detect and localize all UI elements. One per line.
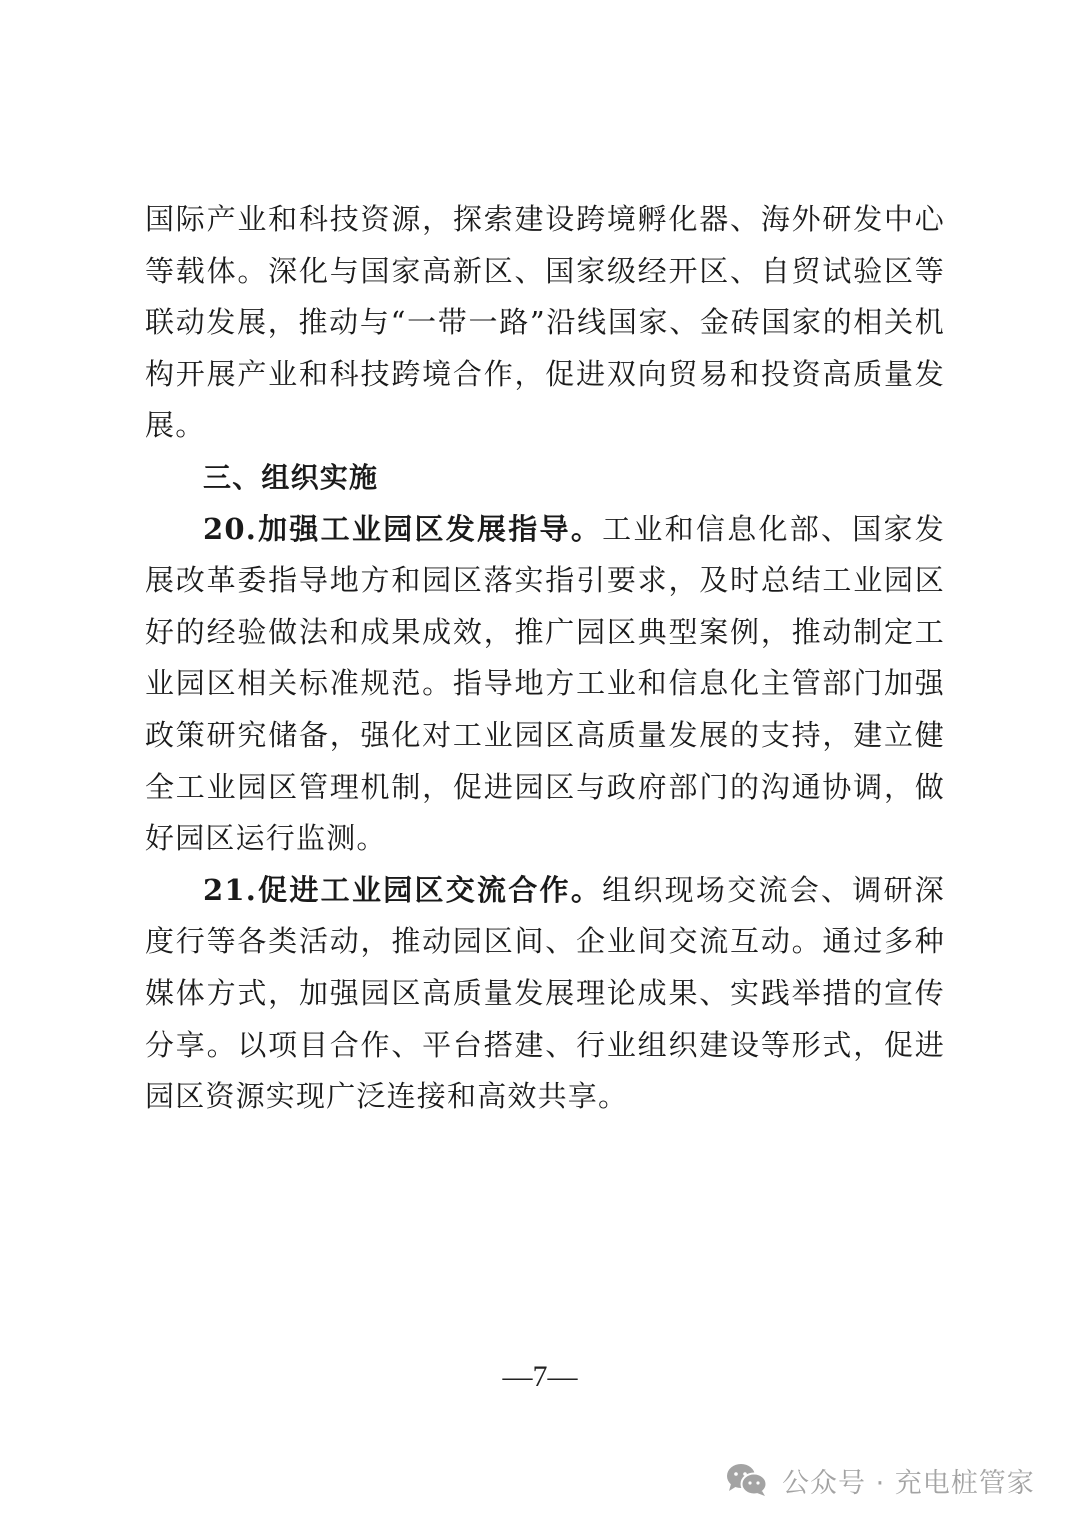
paragraph-continuation	[145, 194, 945, 452]
wechat-icon	[726, 1463, 768, 1497]
section-heading: 三、组织实施	[203, 460, 379, 494]
document-body	[145, 194, 945, 1123]
item-lead: 促进工业园区交流合作。	[257, 872, 603, 907]
page-number: —7—	[502, 1360, 578, 1393]
item-lead: 加强工业园区发展指导。	[257, 511, 603, 546]
paragraph-item-21	[145, 865, 945, 1123]
paragraph-text: 国际产业和科技资源，探索建设跨境孵化器、海外研发中心等载体。深化与国家高新区、国家级经开区、自贸试验区等联动发展，推动与“一带一路”沿线国家、金砖国家的相关机构开展产业和科技跨境合作，促进双向贸易和投资高质量发展。	[145, 202, 945, 443]
paragraph-item-20	[145, 504, 945, 865]
item-text: 组织现场交流会、调研深度行等各类活动，推动园区间、企业间交流互动。通过多种媒体方式，加强园区高质量发展理论成果、实践举措的宣传分享。以项目合作、平台搭建、行业组织建设等形式，促进园区资源实现广泛连接和高效共享。	[145, 872, 946, 1114]
item-number: 21.	[203, 872, 258, 907]
watermark-text: 公众号 · 充电桩管家	[782, 1467, 1035, 1499]
item-text: 工业和信息化部、国家发展改革委指导地方和园区落实指引要求，及时总结工业园区好的经验做法和成果成效，推广园区典型案例，推动制定工业园区相关标准规范。指导地方工业和信息化主管部门加强政策研究储备，强化对工业园区高质量发展的支持，建立健全工业园区管理机制，促进园区与政府部门的沟通协调，做好园区运行监测。	[145, 511, 946, 856]
watermark	[726, 1462, 1035, 1498]
item-number: 20.	[203, 511, 258, 546]
